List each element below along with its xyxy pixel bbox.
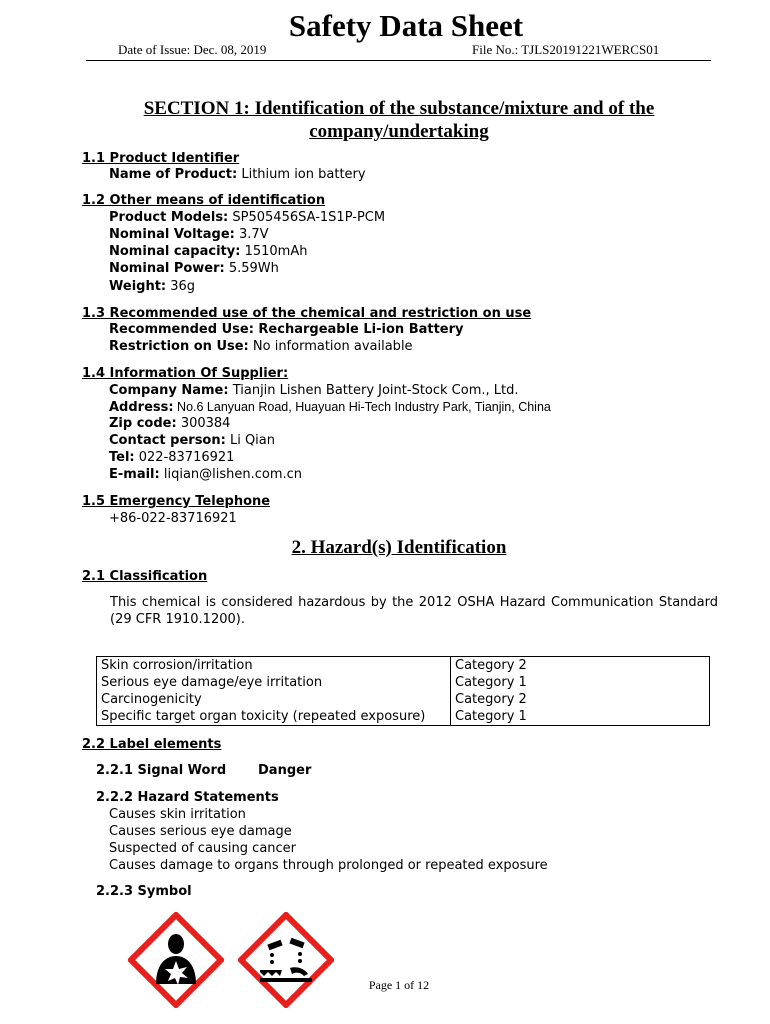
section-2-heading: 2. Hazard(s) Identification: [291, 537, 507, 558]
hazard-statement: Causes serious eye damage: [109, 824, 292, 839]
tel-label: Tel:: [109, 450, 135, 465]
hazard-category-cell: Category 2: [451, 691, 710, 708]
header-rule: [86, 60, 711, 61]
hazard-category-cell: Category 1: [451, 674, 710, 691]
date-of-issue: Date of Issue: Dec. 08, 2019: [118, 42, 267, 57]
restriction-value: No information available: [248, 339, 413, 354]
hazard-statement: Suspected of causing cancer: [109, 841, 297, 856]
spec-value: 3.7V: [234, 227, 269, 242]
product-models-line: [109, 210, 385, 225]
signal-word-label: 2.2.1 Signal Word: [96, 763, 227, 778]
product-name-value: Lithium ion battery: [237, 167, 366, 182]
product-name-label: Name of Product:: [109, 167, 238, 182]
heading-1-2: 1.2 Other means of identification: [82, 193, 326, 208]
hazard-statement: Causes damage to organs through prolonged or repeated exposure: [109, 858, 548, 873]
company-name-value: Tianjin Lishen Battery Joint-Stock Com., Ltd.: [228, 383, 519, 398]
email-label: E-mail:: [109, 467, 160, 482]
company-name-label: Company Name:: [109, 383, 229, 398]
classification-paragraph: This chemical is considered hazardous by the 2012 OSHA Hazard Communication Standard (29 CFR 1910.1200).: [110, 595, 718, 627]
contact-person-line: [109, 433, 275, 448]
zip-code-value: 300384: [176, 416, 231, 431]
address-line: [109, 400, 551, 415]
spec-label: Nominal capacity:: [109, 244, 241, 259]
heading-1-4: 1.4 Information Of Supplier:: [82, 366, 289, 381]
restriction-label: Restriction on Use:: [109, 339, 249, 354]
hazard-class-cell: Carcinogenicity: [97, 691, 451, 708]
tel-value: 022-83716921: [134, 450, 235, 465]
product-name-line: [109, 167, 366, 182]
hazard-class-cell: Specific target organ toxicity (repeated exposure): [97, 708, 451, 726]
signal-word-value: Danger: [258, 763, 312, 778]
table-row: [97, 674, 710, 691]
heading-1-1: 1.1 Product Identifier: [82, 151, 240, 166]
nominal-power-line: [109, 261, 279, 276]
table-row: [97, 708, 710, 726]
heading-2-2: 2.2 Label elements: [82, 737, 222, 752]
document-title: Safety Data Sheet: [288, 8, 524, 43]
contact-person-label: Contact person:: [109, 433, 226, 448]
spec-label: Product Models:: [109, 210, 229, 225]
recommended-use-line: Recommended Use: Rechargeable Li-ion Battery: [109, 322, 464, 337]
section-1-heading: SECTION 1: Identification of the substance/mixture and of the company/undertaking: [143, 98, 655, 142]
symbol-heading: 2.2.3 Symbol: [96, 884, 192, 899]
spec-label: Nominal Power:: [109, 261, 225, 276]
email-line: [109, 467, 302, 482]
hazard-category-cell: Category 1: [451, 708, 710, 726]
spec-label: Weight:: [109, 279, 167, 294]
hazard-statements-heading: 2.2.2 Hazard Statements: [96, 790, 279, 805]
spec-value: 1510mAh: [240, 244, 308, 259]
corrosion-icon: [238, 912, 334, 1008]
zip-code-label: Zip code:: [109, 416, 177, 431]
heading-1-3: 1.3 Recommended use of the chemical and restriction on use: [82, 306, 532, 321]
company-name-line: [109, 383, 519, 398]
spec-value: 36g: [166, 279, 196, 294]
hazard-class-cell: Skin corrosion/irritation: [97, 657, 451, 675]
table-row: [97, 657, 710, 675]
nominal-voltage-line: [109, 227, 269, 242]
address-value: No.6 Lanyuan Road, Huayuan Hi-Tech Industry Park, Tianjin, China: [173, 400, 551, 414]
spec-value: SP505456SA-1S1P-PCM: [228, 210, 386, 225]
file-number: File No.: TJLS20191221WERCS01: [472, 42, 660, 57]
zip-code-line: [109, 416, 230, 431]
emergency-phone: +86-022-83716921: [109, 511, 237, 526]
hazard-class-cell: Serious eye damage/eye irritation: [97, 674, 451, 691]
weight-line: [109, 279, 195, 294]
table-row: [97, 691, 710, 708]
address-label: Address:: [109, 400, 174, 415]
spec-value: 5.59Wh: [224, 261, 279, 276]
restriction-line: [109, 339, 413, 354]
tel-line: [109, 450, 234, 465]
hazard-classification-table: [96, 656, 710, 726]
hazard-category-cell: Category 2: [451, 657, 710, 675]
heading-2-1: 2.1 Classification: [82, 569, 208, 584]
heading-1-5: 1.5 Emergency Telephone: [82, 494, 271, 509]
health-hazard-icon: [128, 912, 224, 1008]
nominal-capacity-line: [109, 244, 307, 259]
spec-label: Nominal Voltage:: [109, 227, 235, 242]
hazard-statement: Causes skin irritation: [109, 807, 246, 822]
contact-person-value: Li Qian: [225, 433, 275, 448]
page-number: Page 1 of 12: [368, 978, 430, 992]
email-value[interactable]: liqian@lishen.com.cn: [159, 467, 303, 482]
